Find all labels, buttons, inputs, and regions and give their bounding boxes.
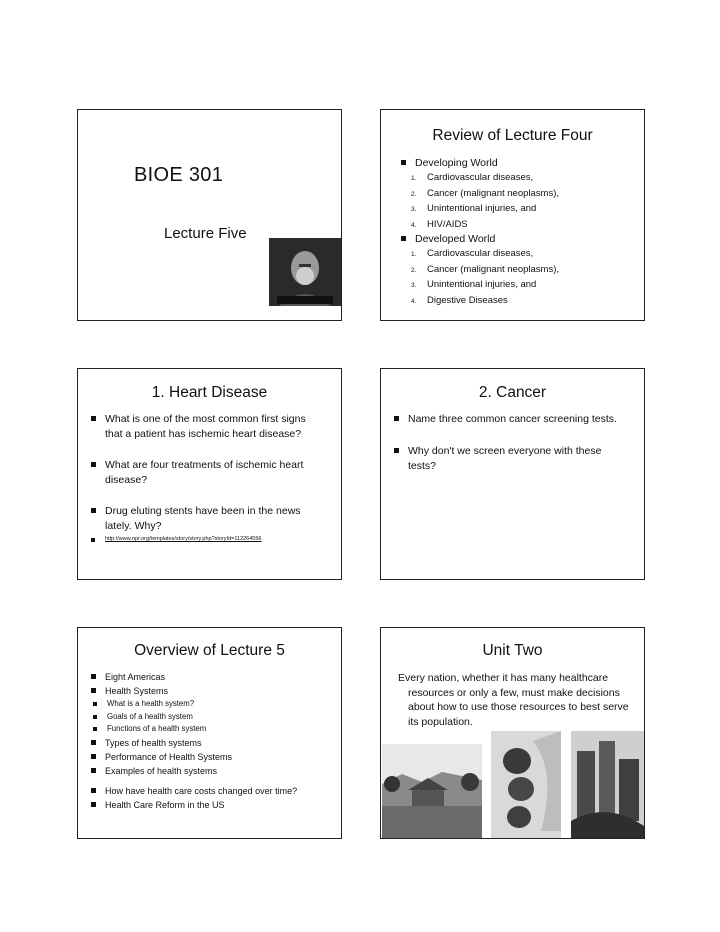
question-bullet: Drug eluting stents have been in the news lately. Why?: [89, 504, 325, 534]
question-bullet: Name three common cancer screening tests.: [392, 412, 628, 427]
slide-3: [77, 368, 342, 580]
slide-2: [380, 109, 645, 321]
question-bullet: What is one of the most common first signs that a patient has ischemic heart disease?: [89, 412, 325, 442]
slide-title: Overview of Lecture 5: [134, 642, 285, 659]
slide-6: [380, 627, 645, 839]
overview-item: How have health care costs changed over time?: [89, 784, 334, 798]
course-title: BIOE 301: [134, 164, 224, 186]
overview-item: Types of health systems: [89, 736, 334, 750]
slide-5: [77, 627, 342, 839]
slide-title: Review of Lecture Four: [432, 127, 593, 144]
list-item: 2. Cancer (malignant neoplasms),: [411, 263, 560, 275]
list-item: 4. Digestive Diseases: [411, 294, 508, 306]
list-item: 1. Cardiovascular diseases,: [411, 248, 534, 259]
question-bullet: What are four treatments of ischemic heart disease?: [89, 458, 325, 488]
list-item: 1. Cardiovascular diseases,: [411, 172, 534, 183]
slide-4: [380, 368, 645, 580]
body-text: Every nation, whether it has many healthcare resources or only a few, must make decisions about how to use those resources to best serve its population.: [398, 672, 629, 728]
overview-item: Health Care Reform in the US: [89, 798, 334, 812]
overview-subitem: Functions of a health system: [91, 723, 334, 736]
overview-subitem: Goals of a health system: [91, 711, 334, 724]
overview-item: Health Systems: [89, 684, 334, 698]
list-item: 3. Unintentional injuries, and: [411, 203, 537, 214]
slide-1: [77, 109, 342, 321]
overview-subitem: What is a health system?: [91, 698, 334, 711]
overview-item: Eight Americas: [89, 670, 334, 684]
village-photo: [382, 744, 482, 838]
group-label: Developing World: [399, 156, 638, 170]
slide-title: Unit Two: [482, 642, 543, 659]
city-photo: [571, 731, 644, 838]
infants-photo: [491, 731, 561, 838]
overview-item: Performance of Health Systems: [89, 750, 334, 764]
list-item: 4. HIV/AIDS: [411, 218, 468, 230]
list-item: 2. Cancer (malignant neoplasms),: [411, 187, 560, 199]
question-bullet: Why don't we screen everyone with these tests?: [392, 444, 628, 474]
portrait-photo: [269, 238, 341, 306]
npr-link[interactable]: http://www.npr.org/templates/story/story.php?storyId=112264556: [89, 534, 325, 544]
slide-title: 2. Cancer: [478, 384, 547, 401]
slide-title: 1. Heart Disease: [151, 384, 268, 401]
overview-item: Examples of health systems: [89, 764, 334, 778]
group-label: Developed World: [399, 232, 638, 246]
lecture-label: Lecture Five: [164, 225, 247, 242]
list-item: 3. Unintentional injuries, and: [411, 279, 537, 290]
